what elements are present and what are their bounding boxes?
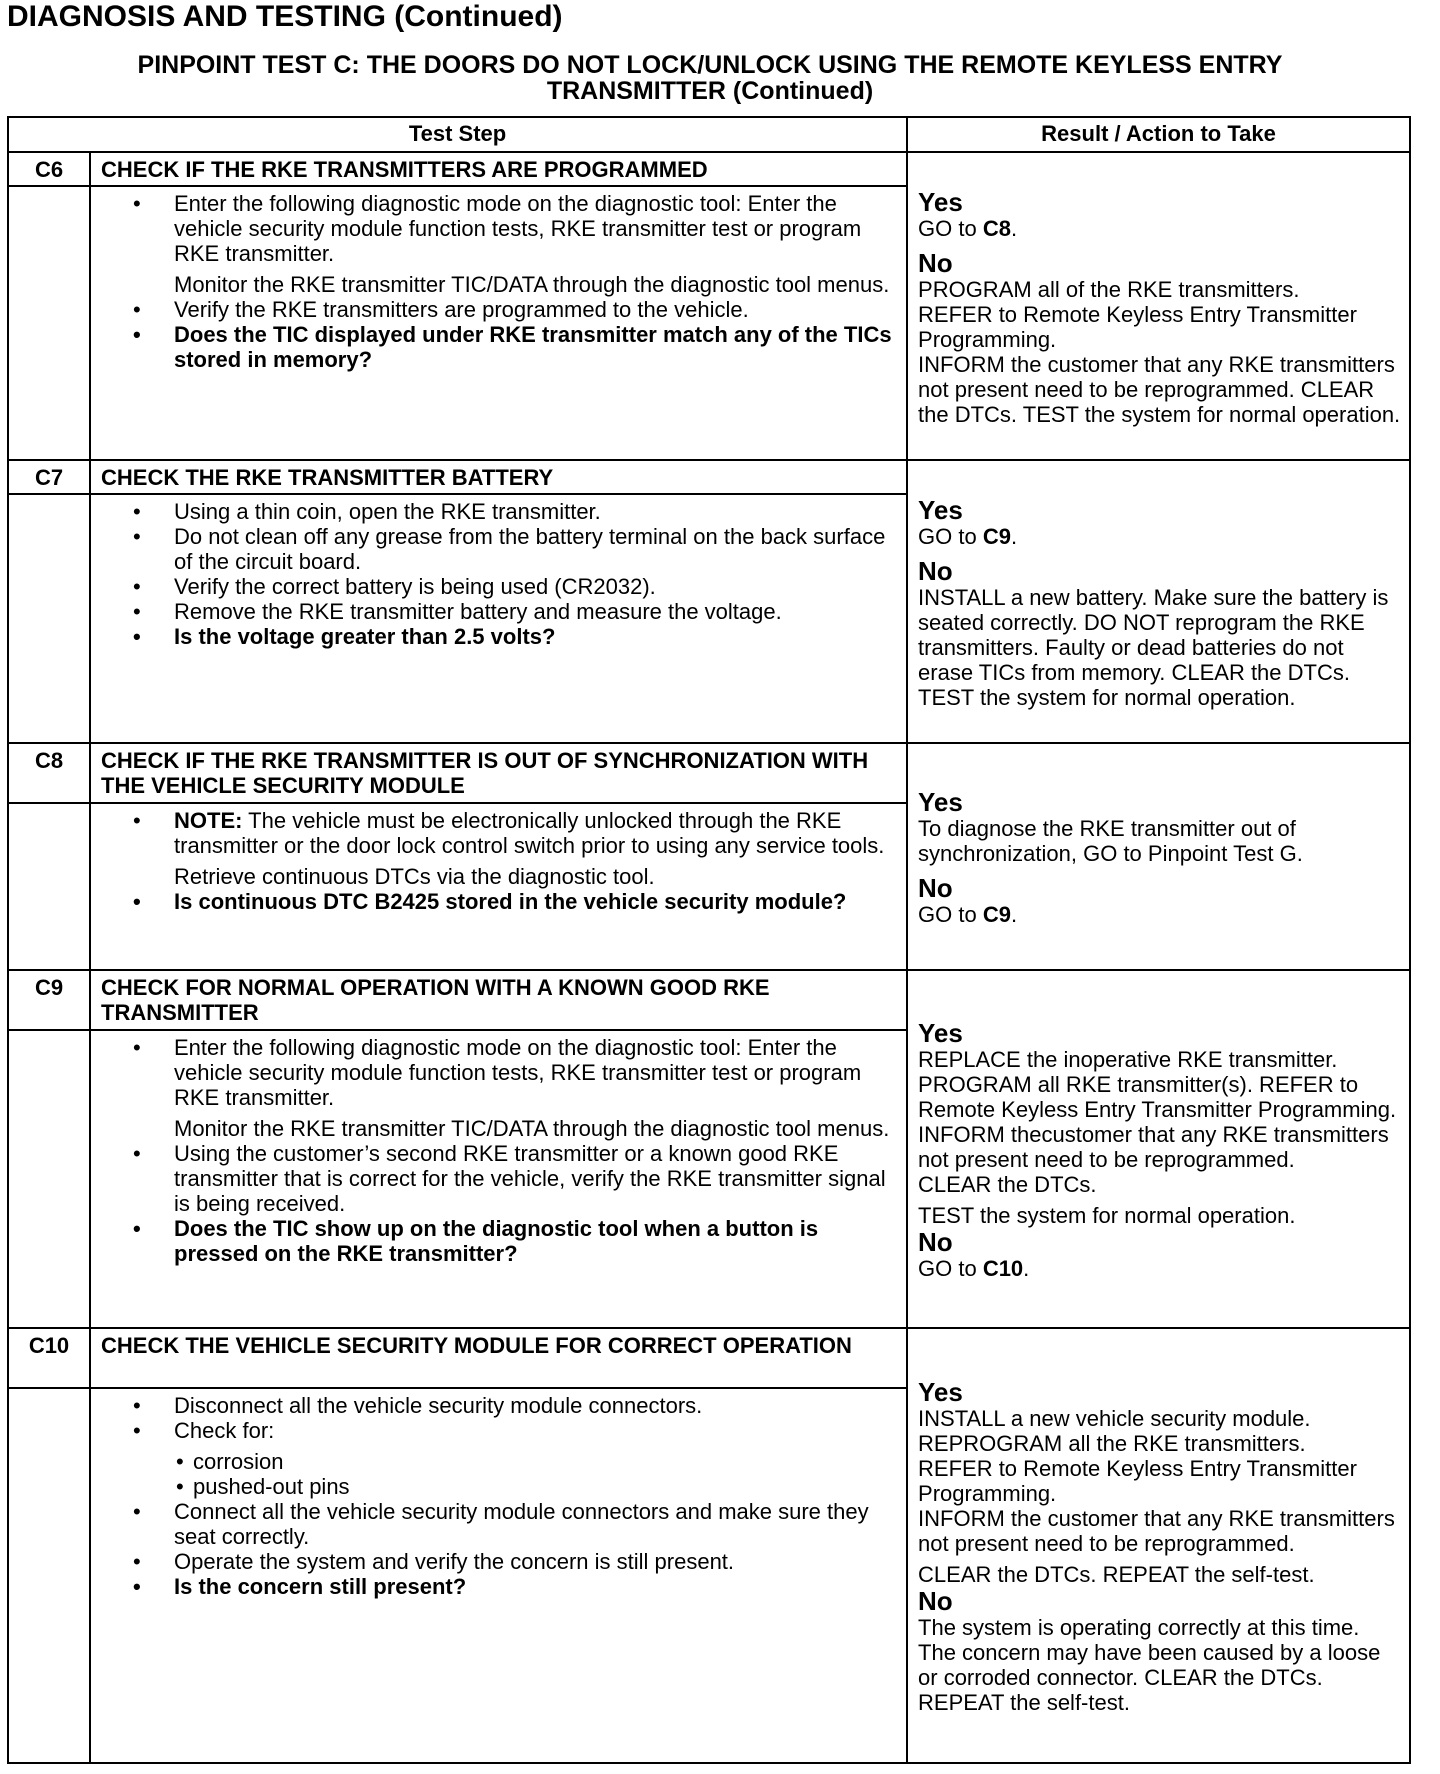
- instruction-question: • Is continuous DTC B2425 stored in the vehicle security module?: [133, 888, 847, 914]
- yes-action-line: REFER to Remote Keyless Entry Transmitter Programming.: [918, 1456, 1357, 1507]
- step-gap: [8, 186, 90, 460]
- step-number: C10: [8, 1328, 90, 1388]
- step-result: [907, 152, 1410, 460]
- step-gap: [8, 1388, 90, 1763]
- step-number: C6: [8, 152, 90, 186]
- instruction-item: • Enter the following diagnostic mode on the diagnostic tool: Enter the vehicle security module function tests, RKE transmitter test or program RKE transmitter.: [133, 191, 862, 267]
- no-action: The system is operating correctly at this time. The concern may have been caused by a loose or corroded connector. CLEAR the DTCs. REPEAT the self-test.: [918, 1615, 1381, 1716]
- instruction-item: • Remove the RKE transmitter battery and measure the voltage.: [133, 599, 782, 625]
- step-title: CHECK THE VEHICLE SECURITY MODULE FOR CORRECT OPERATION: [90, 1328, 907, 1388]
- instruction-item: • Do not clean off any grease from the battery terminal on the back surface of the circuit board.: [133, 524, 886, 575]
- instruction-item: • Check for:: [133, 1418, 275, 1444]
- pinpoint-test-table: [7, 116, 1411, 1764]
- no-action-line: INFORM the customer that any RKE transmitters not present need to be reprogrammed. CLEAR the DTCs. TEST the system for normal operation.: [918, 351, 1401, 427]
- no-action: GO to C9.: [918, 901, 1018, 927]
- step-title: CHECK IF THE RKE TRANSMITTER IS OUT OF SYNCHRONIZATION WITH THE VEHICLE SECURITY MODULE: [90, 743, 907, 803]
- yes-action-line: REPROGRAM all the RKE transmitters.: [918, 1431, 1306, 1457]
- yes-label: Yes: [918, 786, 963, 817]
- step-instructions: [90, 803, 907, 970]
- page-title: DIAGNOSIS AND TESTING (Continued): [7, 0, 563, 33]
- no-action-line: PROGRAM all of the RKE transmitters.: [918, 276, 1300, 302]
- yes-action: GO to C9.: [918, 523, 1018, 549]
- table-row: [8, 743, 1410, 803]
- step-title: CHECK THE RKE TRANSMITTER BATTERY: [90, 460, 907, 494]
- table-row: [8, 152, 1410, 186]
- table-row: [8, 970, 1410, 1030]
- step-title: CHECK IF THE RKE TRANSMITTERS ARE PROGRAMMED: [90, 152, 907, 186]
- no-label: No: [918, 555, 953, 586]
- no-action: INSTALL a new battery. Make sure the battery is seated correctly. DO NOT reprogram the RKE transmitters. Faulty or dead batteries do not erase TICs from memory. CLEAR the DTCs. TEST the system for normal operation.: [918, 584, 1389, 710]
- instruction-item: • Disconnect all the vehicle security module connectors.: [133, 1393, 703, 1419]
- step-instructions: [90, 186, 907, 460]
- step-title: CHECK FOR NORMAL OPERATION WITH A KNOWN GOOD RKE TRANSMITTER: [90, 970, 907, 1030]
- step-gap: [8, 1030, 90, 1328]
- instruction-question: • Does the TIC displayed under RKE transmitter match any of the TICs stored in memory?: [133, 322, 892, 373]
- step-number: C9: [8, 970, 90, 1030]
- step-instructions: [90, 1388, 907, 1763]
- instruction-item: • Connect all the vehicle security module connectors and make sure they seat correctly.: [133, 1499, 869, 1550]
- instruction-item: • Verify the RKE transmitters are programmed to the vehicle.: [133, 297, 749, 323]
- no-label: No: [918, 1227, 953, 1258]
- no-action: GO to C10.: [918, 1256, 1030, 1282]
- yes-action-line: CLEAR the DTCs.: [918, 1172, 1097, 1198]
- step-result: [907, 460, 1410, 742]
- instruction-question: • Is the voltage greater than 2.5 volts?: [133, 624, 556, 650]
- pinpoint-test-title-line2: TRANSMITTER (Continued): [546, 77, 874, 105]
- yes-label: Yes: [918, 494, 963, 525]
- note-label: NOTE:: [174, 807, 243, 833]
- step-gap: [8, 803, 90, 970]
- instruction-question: • Does the TIC show up on the diagnostic tool when a button is pressed on the RKE transmitter?: [133, 1216, 819, 1267]
- instruction-note: • NOTE: The vehicle must be electronically unlocked through the RKE transmitter or the door lock control switch prior to using any service tools.: [133, 807, 885, 858]
- step-instructions: [90, 494, 907, 742]
- step-number: C7: [8, 460, 90, 494]
- yes-label: Yes: [918, 1377, 963, 1408]
- yes-action-line: REPLACE the inoperative RKE transmitter. PROGRAM all RKE transmitter(s). REFER to Remote Keyless Entry Transmitter Programming. INFORM thecustomer that any RKE transmitters not present need to be reprogrammed.: [918, 1047, 1397, 1173]
- instruction-item: Monitor the RKE transmitter TIC/DATA through the diagnostic tool menus.: [174, 272, 890, 298]
- yes-action-line: TEST the system for normal operation.: [918, 1203, 1296, 1229]
- no-label: No: [918, 247, 953, 278]
- instruction-item: • Operate the system and verify the concern is still present.: [133, 1549, 735, 1575]
- no-action-line: REFER to Remote Keyless Entry Transmitter Programming.: [918, 301, 1357, 352]
- instruction-item: • Using a thin coin, open the RKE transmitter.: [133, 499, 601, 525]
- instruction-item: Retrieve continuous DTCs via the diagnostic tool.: [174, 863, 655, 889]
- step-result: [907, 743, 1410, 970]
- column-header-test-step: Test Step: [8, 117, 907, 152]
- yes-action-line: INSTALL a new vehicle security module.: [918, 1406, 1311, 1432]
- yes-label: Yes: [918, 1018, 963, 1049]
- check-for-item: • pushed-out pins: [176, 1474, 350, 1500]
- instruction-item: Monitor the RKE transmitter TIC/DATA through the diagnostic tool menus.: [174, 1116, 890, 1142]
- yes-label: Yes: [918, 186, 963, 217]
- yes-action-line: CLEAR the DTCs. REPEAT the self-test.: [918, 1562, 1315, 1588]
- no-label: No: [918, 872, 953, 903]
- no-label: No: [918, 1586, 953, 1617]
- instruction-item: • Verify the correct battery is being used (CR2032).: [133, 574, 656, 600]
- yes-action: GO to C8.: [918, 215, 1018, 241]
- step-result: [907, 1328, 1410, 1763]
- instruction-item: • Using the customer’s second RKE transmitter or a known good RKE transmitter that is correct for the vehicle, verify the RKE transmitter signal is being received.: [133, 1141, 886, 1217]
- table-row: [8, 460, 1410, 494]
- instruction-item: • Enter the following diagnostic mode on the diagnostic tool: Enter the vehicle security module function tests, RKE transmitter test or program RKE transmitter.: [133, 1035, 862, 1111]
- yes-action-line: INFORM the customer that any RKE transmitters not present need to be reprogrammed.: [918, 1506, 1395, 1557]
- check-for-list: [121, 1449, 892, 1499]
- column-header-result: Result / Action to Take: [907, 117, 1410, 152]
- step-instructions: [90, 1030, 907, 1328]
- yes-action: To diagnose the RKE transmitter out of synchronization, GO to Pinpoint Test G.: [918, 815, 1303, 866]
- pinpoint-test-title-line1: PINPOINT TEST C: THE DOORS DO NOT LOCK/UNLOCK USING THE REMOTE KEYLESS ENTRY: [137, 51, 1283, 79]
- step-number: C8: [8, 743, 90, 803]
- table-row: [8, 1328, 1410, 1388]
- check-for-item: • corrosion: [176, 1449, 284, 1475]
- instruction-question: • Is the concern still present?: [133, 1574, 467, 1600]
- step-result: [907, 970, 1410, 1328]
- step-gap: [8, 494, 90, 742]
- pinpoint-test-title: [20, 52, 1400, 104]
